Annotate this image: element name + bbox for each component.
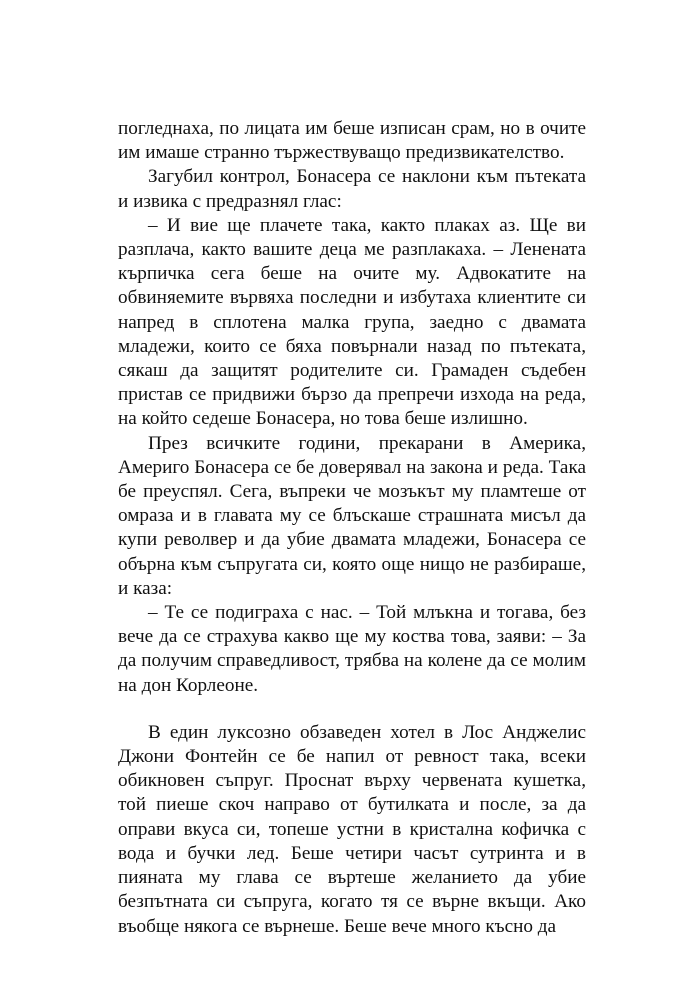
- paragraph-continued: погледнаха, по лицата им беше изписан срам, но в очите им имаше странно тържествуващо предизвикателство.: [118, 118, 586, 164]
- section-break: [118, 698, 586, 721]
- paragraph: Загубил контрол, Бонасера се наклони към пътеката и извика с предразнял глас:: [118, 166, 586, 212]
- paragraph-dialogue: – И вие ще плачете така, както плаках аз. Ще ви разплача, както вашите деца ме разплакаха. – Ленената кърпичка сега беше на очите му. Адвокатите на обвиняемите вървяха последни и избутаха клиентите си напред в сплотена малка група, заедно с двамата младежи, които се бяха повърнали назад по пътеката, сякаш да защитят родителите си. Грамаден съдебен пристав се придвижи бързо да препречи изхода на реда, на който седеше Бонасера, но това беше излишно.: [118, 214, 586, 430]
- page-text: [118, 117, 586, 939]
- paragraph: В един луксозно обзаведен хотел в Лос Анджелис Джони Фонтейн се бе напил от ревност така, всеки обикновен съпруг. Проснат върху червената кушетка, той пиеше скоч направо от бутилката и после, за да оправи вкуса си, топеше устни в кристална кофичка с вода и бучки лед. Беше четири часът сутринта и в пияната му глава се въртеше желанието да убие безпътната си съпруга, когато тя се върне вкъщи. Ако въобще някога се върнеше. Беше вече много късно да: [118, 721, 586, 937]
- paragraph: През всичките години, прекарани в Америка, Америго Бонасера се бе доверявал на закона и реда. Така бе преуспял. Сега, въпреки че мозъкът му пламтеше от омраза и в главата му се блъскаше страшната мисъл да купи револвер и да убие двамата младежи, Бонасера се обърна към съпругата си, която още нищо не разбираше, и каза:: [118, 432, 586, 599]
- paragraph-dialogue: – Те се подиграха с нас. – Той млъкна и тогава, без вече да се страхува какво ще му коства това, заяви: – За да получим справедливост, трябва на колене да се молим на дон Корлеоне.: [118, 602, 586, 696]
